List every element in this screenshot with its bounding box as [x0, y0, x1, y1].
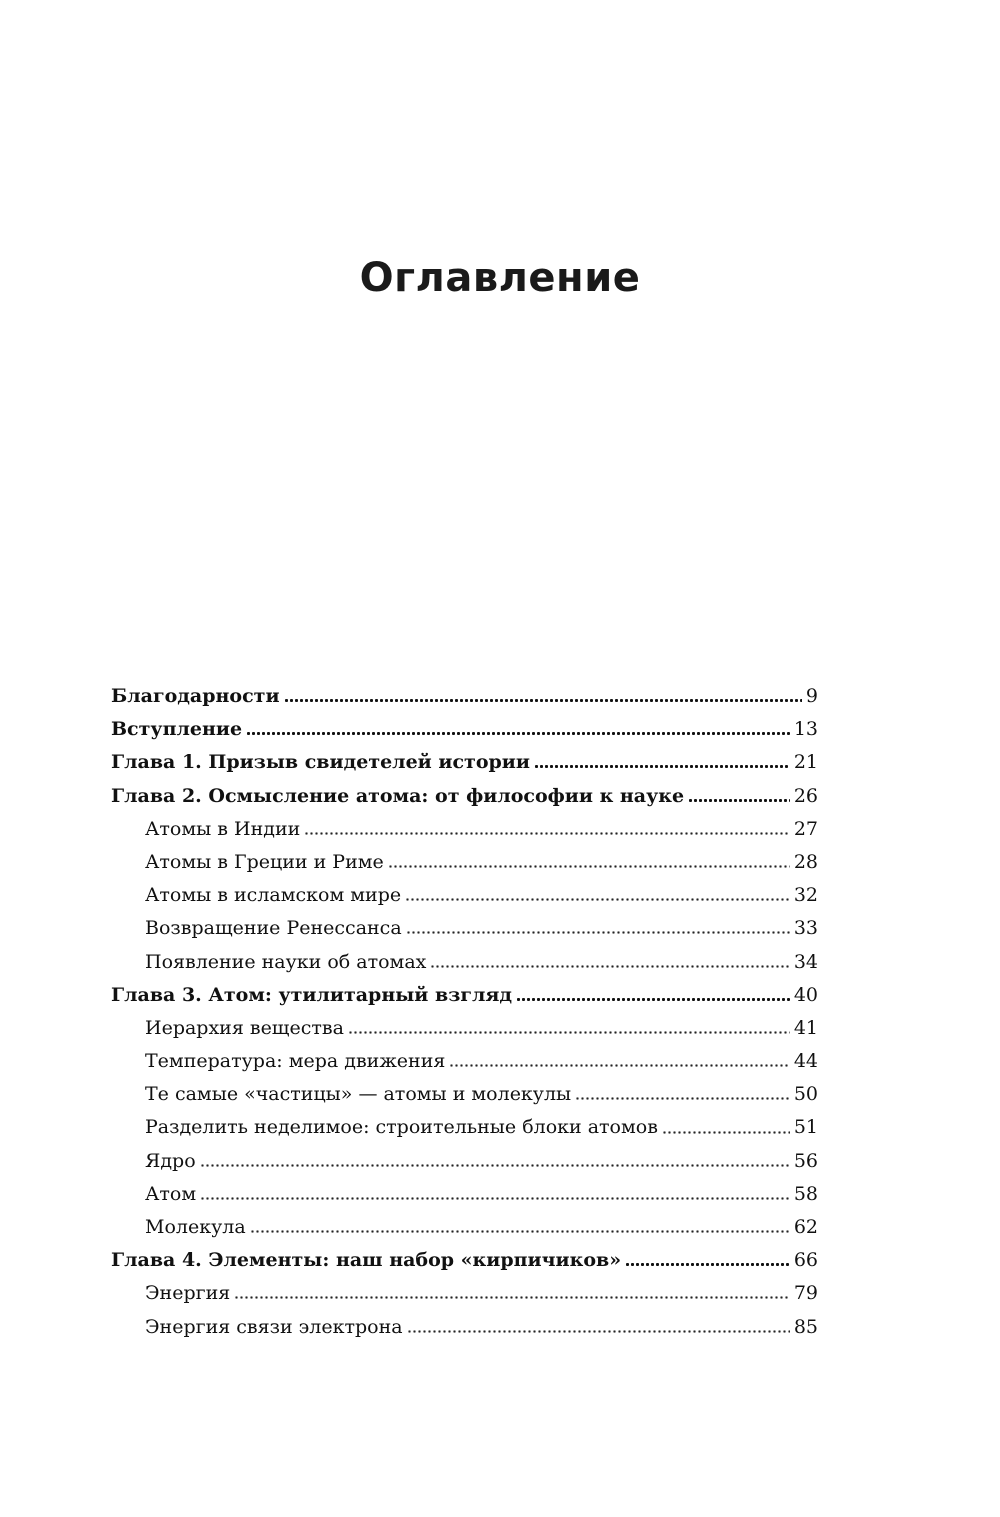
dot-leader [406, 931, 790, 934]
toc-section-entry[interactable] [111, 1145, 818, 1178]
dot-leader [388, 865, 790, 868]
toc-entry-title: Благодарности [111, 685, 280, 707]
toc-section-entry[interactable] [111, 1045, 818, 1078]
toc-chapter-entry[interactable] [111, 746, 818, 779]
toc-entry-title: Разделить неделимое: строительные блоки атомов [145, 1116, 658, 1139]
toc-entry-page-number: 27 [793, 817, 818, 840]
toc-entry-title: Атомы в исламском мире [145, 884, 402, 907]
toc-entry-title: Появление науки об атомах [145, 950, 427, 973]
dot-leader [405, 898, 790, 901]
toc-entry-page-number: 33 [793, 917, 818, 940]
toc-entry-page-number: 34 [793, 950, 818, 973]
toc-entry-page-number: 85 [793, 1315, 818, 1338]
toc-entry-title: Глава 3. Атом: утилитарный взгляд [111, 983, 513, 1006]
toc-entry-title: Атомы в Индии [145, 817, 301, 840]
toc-entry-page-number: 32 [793, 884, 818, 907]
toc-entry-page-number: 41 [793, 1016, 818, 1039]
dot-leader [449, 1064, 789, 1067]
toc-section-entry[interactable] [111, 1078, 818, 1111]
toc-entry-page-number: 26 [793, 784, 818, 807]
toc-entry-title: Глава 4. Элементы: наш набор «кирпичиков» [111, 1249, 622, 1272]
toc-entry-page-number: 79 [793, 1282, 818, 1305]
toc-entry-title: Энергия связи электрона [145, 1315, 403, 1338]
dot-leader [575, 1097, 790, 1100]
toc-section-entry[interactable] [111, 879, 818, 912]
toc-entry-page-number: 50 [793, 1083, 818, 1106]
toc-entry-page-number: 56 [793, 1149, 818, 1172]
toc-entry-title: Ядро [145, 1149, 196, 1172]
toc-entry-page-number: 62 [793, 1216, 818, 1238]
toc-section-entry[interactable] [111, 1311, 818, 1344]
dot-leader [534, 765, 790, 768]
dot-leader [250, 1230, 790, 1233]
toc-entry-title: Энергия [145, 1282, 231, 1305]
dot-leader [688, 799, 790, 802]
toc-chapter-entry[interactable] [111, 780, 818, 813]
toc-entry-title: Температура: мера движения [145, 1050, 446, 1073]
dot-leader [304, 832, 790, 835]
dot-leader [246, 732, 790, 735]
dot-leader [662, 1131, 790, 1134]
toc-chapter-entry[interactable] [111, 713, 818, 746]
dot-leader [430, 965, 789, 968]
toc-section-entry[interactable] [111, 946, 818, 979]
toc-section-entry[interactable] [111, 1178, 818, 1211]
dot-leader [407, 1330, 790, 1333]
toc-entry-page-number: 40 [793, 983, 818, 1006]
dot-leader [516, 998, 790, 1001]
toc-entry-title: Вступление [111, 718, 243, 741]
toc-entry-title: Атом [145, 1182, 197, 1205]
dot-leader [284, 699, 802, 702]
toc-entry-page-number: 9 [805, 685, 818, 707]
toc-entry-page-number: 21 [793, 751, 818, 774]
toc-section-entry[interactable] [111, 1211, 818, 1244]
table-of-contents [111, 680, 818, 1344]
dot-leader [200, 1197, 790, 1200]
toc-entry-title: Глава 2. Осмысление атома: от философии к науке [111, 784, 685, 807]
toc-chapter-entry[interactable] [111, 680, 818, 713]
toc-entry-page-number: 13 [793, 718, 818, 741]
toc-entry-title: Иерархия вещества [145, 1016, 344, 1039]
toc-entry-page-number: 44 [793, 1050, 818, 1073]
toc-section-entry[interactable] [111, 1277, 818, 1310]
toc-entry-page-number: 51 [793, 1116, 818, 1139]
toc-entry-title: Глава 1. Призыв свидетелей истории [111, 751, 530, 774]
page-title: Оглавление [359, 254, 641, 301]
toc-chapter-entry[interactable] [111, 1244, 818, 1277]
dot-leader [625, 1263, 790, 1266]
toc-section-entry[interactable] [111, 912, 818, 945]
dot-leader [348, 1031, 790, 1034]
dot-leader [234, 1296, 790, 1299]
toc-entry-page-number: 28 [793, 850, 818, 873]
toc-entry-page-number: 58 [793, 1182, 818, 1205]
toc-section-entry[interactable] [111, 1012, 818, 1045]
toc-entry-page-number: 66 [793, 1249, 818, 1272]
toc-entry-title: Те самые «частицы» — атомы и молекулы [145, 1083, 572, 1106]
toc-entry-title: Атомы в Греции и Риме [145, 850, 384, 873]
toc-entry-title: Возвращение Ренессанса [145, 917, 402, 940]
dot-leader [200, 1164, 790, 1167]
toc-chapter-entry[interactable] [111, 979, 818, 1012]
toc-section-entry[interactable] [111, 813, 818, 846]
toc-section-entry[interactable] [111, 846, 818, 879]
toc-section-entry[interactable] [111, 1111, 818, 1144]
toc-entry-title: Молекула [145, 1216, 246, 1238]
